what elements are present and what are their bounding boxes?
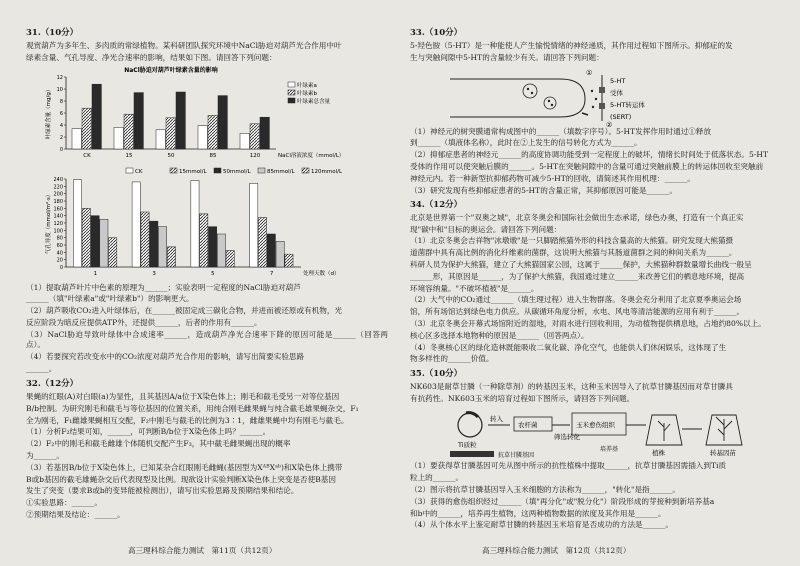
text-line: （3）北京冬奥会开幕式场馆附近的湿地，对雨水进行回收利用，为动植物提供栖息地，占地约80%以上。 (410, 319, 766, 329)
legend-label: 叶绿素a (297, 82, 317, 89)
label-step1: 转入 (490, 415, 503, 424)
legend-swatch (288, 90, 295, 95)
y-tick-label: 2 (59, 134, 63, 141)
q33-questions (410, 127, 786, 196)
bar-120mmol/L (109, 237, 117, 266)
bar-叶绿素a (240, 133, 249, 149)
text-line: 发生了突变（要求B或b的变异能被检测出），请写出实验思路及预期结果和结论。 (26, 486, 299, 496)
text-line: 神经元内。若一种新型抗抑郁药物可减少5-HT的回收，请简述其作用机理：______。 (410, 173, 695, 183)
text-line: 物多样性的______价值。 (410, 354, 494, 364)
text-line: 反应阶段为暗反应提供ATP外，还提供______，后者的作用有______。 (26, 317, 262, 327)
bar-叶绿素总含量 (260, 117, 269, 149)
x-tick-label: 5 (211, 270, 215, 277)
y-tick-label: 40 (56, 249, 63, 256)
bar-叶绿素a (198, 125, 207, 148)
y-tick-label: 240 (53, 176, 63, 183)
text-line: 果蝇的红眼(A)对白眼(a)为显性，且其基因A/a位于X染色体上；刚毛和截毛受另一对等位基因 (26, 391, 340, 401)
legend-swatch (258, 168, 265, 173)
chart-title: NaCl胁迫对葫芦叶绿素含量的影响 (124, 66, 218, 74)
text-line: 5-羟色胺（5-HT）是一种能使人产生愉悦情绪的神经递质，其作用过程如下图所示。抑郁症的发 (410, 41, 733, 50)
bar-85mmol/L (276, 241, 284, 267)
text-line: 北京是世界第一个"双奥之城"，北京冬奥会和国际社会做出生态承诺，绿色办奥，打造有一个真正实 (410, 212, 744, 222)
label-1: ① (586, 68, 593, 77)
text-line: 绿素含量、气孔导度、净光合速率的影响，结果如下图。请回答下列问题： (26, 52, 277, 62)
transgenic-maize-diagram (410, 405, 780, 461)
y-tick-label: 200 (53, 191, 63, 198)
text-line: ______（填"叶绿素a"或"叶绿素b"）的影响更大。 (26, 294, 194, 304)
text-line: 馆，所有场馆达到绿色电力供应。从碳循环角度分析，水电、风电等清洁能源的应用有利于______。 (410, 307, 745, 317)
x-tick-label: 15 (125, 152, 133, 159)
legend-label: 叶绿素b (297, 90, 317, 97)
bar-叶绿素b (208, 115, 217, 149)
text-line: （1）要获得草甘膦基因可先从图中所示的抗性植株中提取______，抗草甘膦基因需插入到Ti质 (410, 461, 727, 471)
bar-15mmol/L (82, 208, 90, 267)
bar-85mmol/L (159, 226, 167, 266)
q35-questions (410, 461, 786, 530)
text-line: （3）若基因B/b位于X染色体上，已知某杂合红眼刚毛雌蝇(基因型为XᴬᴮXᵃᵇ)和X染色体上携带 (26, 462, 343, 472)
q32-stem (26, 392, 388, 520)
bar-叶绿素a (72, 128, 81, 148)
x-axis-label: NaCl溶液浓度（mmol/L） (278, 152, 345, 159)
y-tick-label: 120 (53, 220, 63, 227)
q31-title: 31.（10分） (26, 28, 79, 38)
q33-title: 33.（10分） (410, 28, 463, 38)
text-line: 到______（填液体名称），此时在②上发生的信号转化方式为______。 (410, 138, 642, 148)
label-culture: 培养基 (600, 446, 619, 454)
bar-叶绿素总含量 (92, 84, 101, 149)
right-page (400, 0, 800, 566)
bar-50mmol/L (91, 215, 99, 266)
y-tick-label: 180 (53, 198, 63, 205)
q34-title: 34.（12分） (410, 199, 463, 210)
legend-label: 85mmol/L (267, 168, 295, 175)
text-line: 现"碳中和"目标的奥运会。请回答下列问题： (410, 224, 562, 234)
text-line: （1）提取葫芦叶片中色素的原理为______；实验表明一定程度的NaCl胁迫对葫芦 (26, 282, 301, 292)
text-line: （1）神经元的树突膜通常构成图中的______（填数字序号）。5-HT发挥作用时通过①释放 (410, 126, 712, 136)
legend-label: 120mmol/L (311, 168, 343, 175)
legend-label: 50mmol/L (223, 168, 251, 175)
q34-stem (410, 213, 786, 365)
text-line: ______。 (26, 363, 57, 373)
text-line: （3）获得的愈伤组织经过______（填"再分化"或"脱分化"）阶段形成的芽接种到新培养基a (410, 496, 715, 506)
right-page-footer: 高三理科综合能力测试 第12页（共12页） (482, 546, 631, 555)
label-2: ② (606, 120, 613, 127)
x-tick-label: CK (83, 152, 91, 159)
bar-15mmol/L (258, 217, 266, 267)
text-line: 全为刚毛，F₁雌雄果蝇相互交配，F₂中刚毛与截毛的比例为3∶1，雌雄果蝇中均有刚毛与截毛。 (26, 415, 349, 425)
text-line: （4）冬奥核心区的绿化造林既能吸收二氧化碳、净化空气，也能供人们休闲娱乐，这体现了生 (410, 342, 727, 352)
chlorophyll-bar-chart (26, 65, 356, 165)
bar-50mmol/L (208, 226, 216, 266)
q32-title: 32.（12分） (26, 378, 79, 389)
bar-叶绿素总含量 (134, 92, 143, 148)
text-line: （2）F₂中的刚毛和截毛雌雄个体随机交配产生F₃，其中截毛雌果蝇出现的概率 (26, 439, 291, 449)
label-agro: 农杆菌 (518, 421, 538, 430)
text-line: （4）若要探究若改变水中的CO₂浓度对葫芦光合作用的影响，请写出简要实验思路 (26, 351, 305, 361)
text-line: B/b控制。为研究刚毛和截毛与等位基因的位置关系，用纯合刚毛雌果蝇与纯合截毛雄果蝇杂交，F₁ (26, 403, 359, 413)
legend-swatch (170, 168, 177, 173)
label-cells: 玉米愈伤组织 (576, 421, 615, 430)
legend-label: CK (135, 168, 143, 175)
text-line: 有抗药性。NK603玉米的培育过程如下图所示，请回答下列问题。 (410, 393, 635, 403)
legend-swatch (302, 168, 309, 173)
x-tick-label: 120 (249, 152, 261, 159)
text-line: 环境容纳量。"不破坏植被"是______。 (410, 283, 539, 293)
y-tick-label: 12 (56, 74, 63, 81)
label-plant2: 转基因苗 (710, 449, 736, 458)
y-tick-label: 100 (53, 227, 63, 234)
y-axis-label: 叶绿素含量（mg/g） (46, 86, 52, 139)
text-line: 观赏葫芦为多年生、多肉质的常绿植物。某科研团队探究环境中NaCl胁迫对葫芦光合作用中叶 (26, 41, 342, 50)
bar-叶绿素b (250, 123, 259, 148)
text-line: 科研人员为保护大熊猫，建立了大熊猫国家公园，这属于______保护，大熊猫种群数量增长曲线一般呈 (410, 260, 752, 270)
bar-85mmol/L (100, 219, 108, 267)
bar-叶绿素b (166, 117, 175, 148)
text-line: 受体的作用可以使突触后膜的______。5-HT在突触间隙中的含量可通过突触前膜上的转运体回收至突触前 (410, 161, 764, 171)
label-receptor: 受体 (610, 88, 623, 97)
text-line: 和b中的______，培养再生植物，这两种植物数据的浓度及其作用是______。 (410, 508, 666, 518)
label-step2: 筛选转化 (554, 433, 580, 442)
text-line: 为______。 (26, 450, 64, 460)
text-line: （1）分析F₂结果可知，______，可判断B/b位于X染色体上吗？______。 (26, 427, 271, 437)
bar-叶绿素b (82, 108, 91, 149)
text-line: （3）NaCl胁迫导致叶绿体中合成速率______，造成葫芦净光合速率下降的原因可能是______（回答两点）。 (26, 329, 388, 350)
legend-label: 15mmol/L (179, 168, 207, 175)
x-tick-label: 3 (152, 270, 156, 277)
text-line: 核心区多选择本地物种的原因是______（回答两点）。 (410, 330, 589, 340)
x-tick-label: 85 (209, 152, 217, 159)
stomatal-conductance-bar-chart (26, 165, 356, 283)
bar-120mmol/L (167, 246, 175, 266)
y-tick-label: 0 (59, 264, 63, 271)
label-plant1: 植株 (652, 449, 665, 458)
label-gene: 抗草甘膦基因 (498, 452, 535, 460)
bar-叶绿素a (114, 127, 123, 149)
q31-stem (26, 41, 388, 63)
bar-120mmol/L (226, 250, 234, 267)
label-ti-plasmid: Ti质粒 (458, 441, 477, 450)
x-tick-label: 1 (93, 270, 98, 277)
bar-叶绿素总含量 (218, 95, 227, 148)
y-tick-label: 220 (53, 183, 63, 190)
y-tick-label: 10 (56, 86, 63, 93)
left-page-footer: 高三理科综合能力测试 第11页（共12页） (128, 546, 277, 555)
label-carrier: 5-HT转运体 (610, 100, 645, 109)
text-line: （2）图示将抗草甘膦基因导入玉米细胞的方法称为______，"转化"是指______。 (410, 484, 681, 494)
text-line: （3）研究发现有些抑郁症患者的5-HT的含量正常，其抑郁原因可能是______。 (410, 185, 677, 195)
text-line: ①实验思路：______。 (26, 498, 102, 508)
x-tick-label: 7 (269, 270, 274, 277)
x-axis-label: 处理天数（d） (303, 270, 340, 277)
text-line: ②预期结果及结论：______。 (26, 509, 125, 519)
bar-CK (73, 179, 81, 266)
legend-label: 叶绿素总含量 (297, 98, 331, 105)
text-line: B或b基因的截毛雄蝇杂交后代表现型及比例。现欲设计实验判断X染色体上突变是否使B基因 (26, 474, 336, 484)
text-line: 道菌群中具有高比例的消化纤维素的菌群，这说明大熊猫与其肠道菌群之间的种间关系为______。 (410, 248, 737, 258)
text-line: 粒上的______。 (410, 473, 464, 483)
y-tick-label: 6 (59, 110, 63, 117)
y-tick-label: 20 (56, 257, 63, 264)
y-tick-label: 80 (56, 235, 63, 242)
y-tick-label: 140 (53, 213, 63, 220)
q35-stem (410, 382, 786, 404)
bar-叶绿素总含量 (176, 92, 185, 149)
q31-questions (26, 283, 388, 374)
legend-swatch (288, 82, 295, 87)
bar-15mmol/L (141, 212, 149, 267)
bar-120mmol/L (285, 254, 293, 267)
y-tick-label: 60 (56, 242, 63, 249)
label-5ht: 5-HT (610, 76, 626, 85)
legend-swatch (126, 168, 133, 173)
legend-swatch (288, 98, 295, 103)
synapse-diagram (410, 65, 780, 127)
text-line: 生与突触间隙中5-HT的含量较少有关。请回答下列问题： (410, 52, 604, 62)
bar-50mmol/L (267, 234, 275, 267)
y-tick-label: 0 (59, 146, 63, 153)
text-line: （2）葫芦吸收CO₂进入叶绿体后，在______被固定成三碳化合物，并进而被还原或有机物，光 (26, 306, 343, 316)
bar-CK (250, 183, 258, 267)
text-line: （2）抑郁症患者的神经元______的高度协调功能受到一定程度上的破坏，情绪长时间处于低落状态。5-HT (410, 150, 769, 160)
q33-stem (410, 41, 786, 63)
y-tick-label: 160 (53, 205, 63, 212)
label-sert: (SERT) (610, 112, 632, 121)
y-tick-label: 8 (59, 98, 63, 105)
q35-title: 35.（10分） (410, 368, 463, 379)
text-line: ______形，其原因是______，为了保护大熊猫，我国通过建立______来改善它们的栖息地环境，提高 (410, 271, 745, 281)
text-line: （2）大气中的CO₂通过______（填生理过程）进入生物群落。冬奥会充分利用了北京夏季奥运会场 (410, 295, 742, 305)
y-tick-label: 4 (59, 122, 63, 129)
legend-swatch (214, 168, 221, 173)
text-line: NK603是耐草甘膦（一种除草剂）的转基因玉米，这种玉米因导入了抗草甘膦基因而对草甘膦具 (410, 381, 733, 391)
bar-85mmol/L (217, 234, 225, 267)
bar-CK (191, 180, 199, 267)
text-line: （1）北京冬奥会吉祥物"冰墩墩"是一只脚踏熊猫外形的科技含量高的大熊猫。研究发现大熊猫摄 (410, 236, 734, 246)
y-axis-label: 气孔导度（mmol/m²·s） (46, 191, 52, 254)
bar-15mmol/L (200, 213, 208, 266)
text-line: （4）从个体水平上鉴定耐草甘膦的转基因玉米培育是否成功的方法是______。 (410, 520, 674, 530)
bar-叶绿素a (156, 129, 165, 148)
x-tick-label: 50 (167, 152, 175, 159)
bar-叶绿素b (124, 114, 133, 149)
bar-CK (132, 182, 140, 267)
bar-50mmol/L (150, 221, 158, 267)
